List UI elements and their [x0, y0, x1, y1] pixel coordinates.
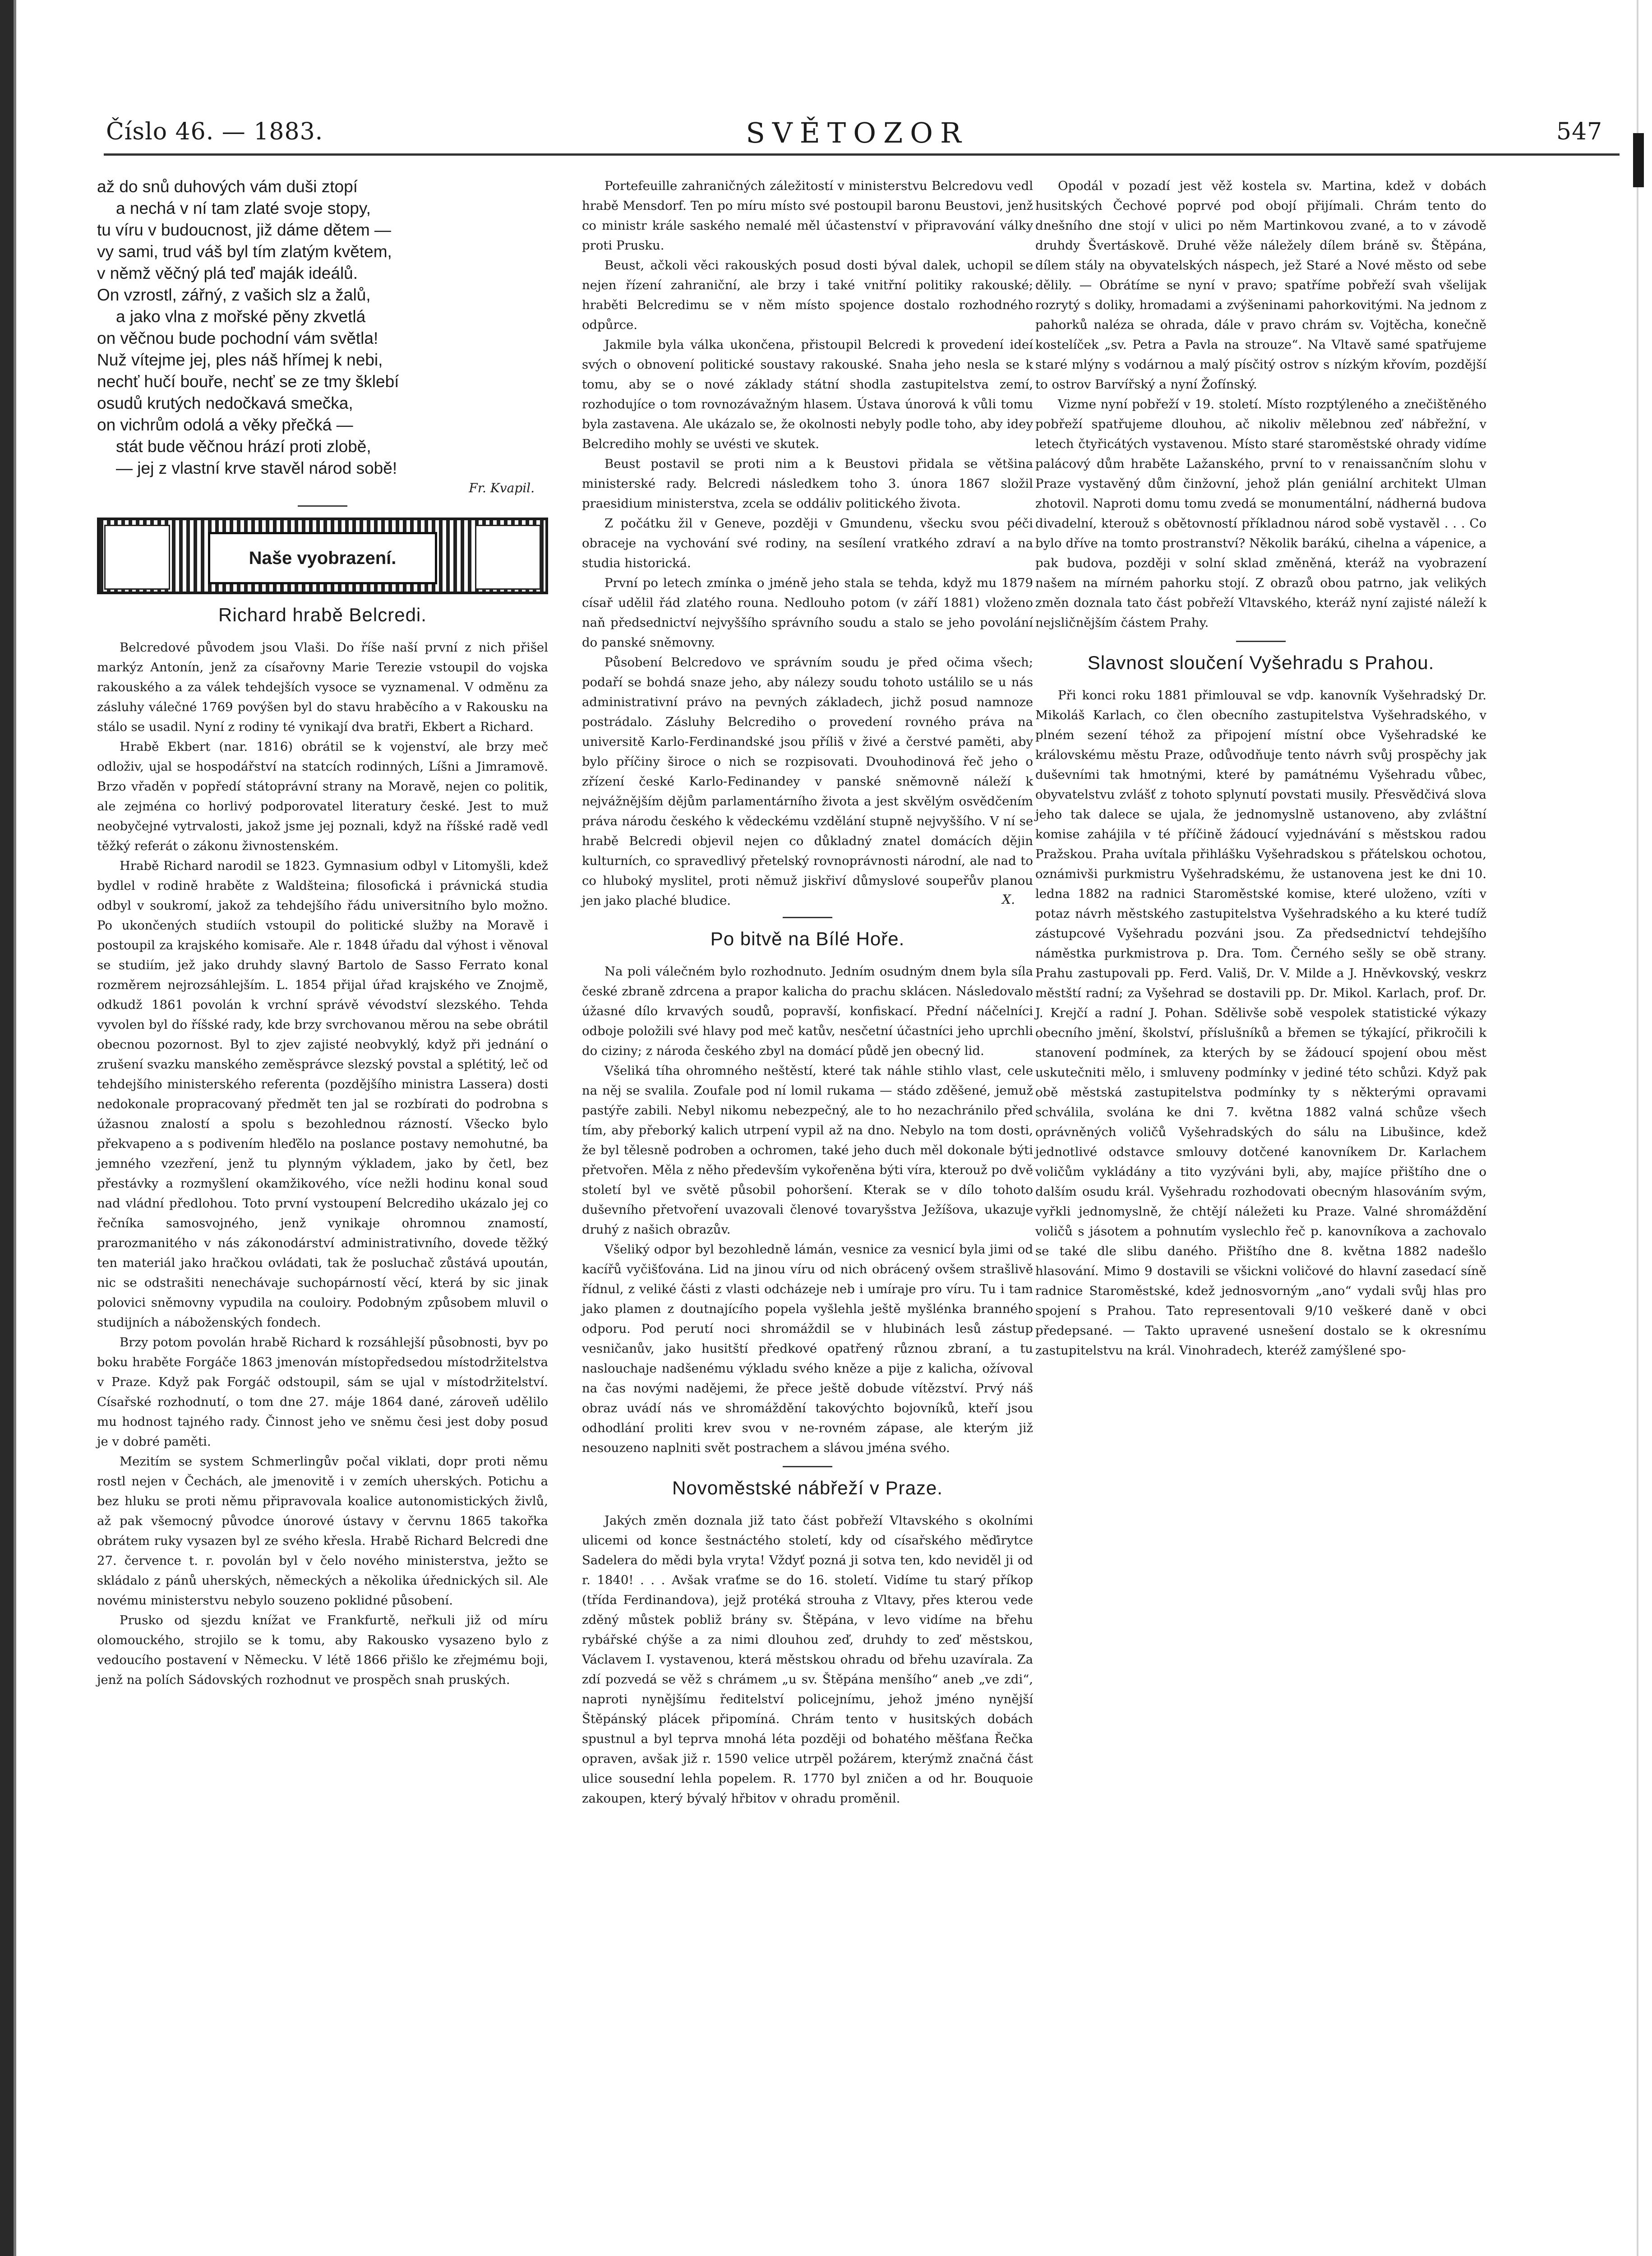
poem-line: tu víru v budoucnost, již dáme dětem — — [97, 221, 391, 239]
article-heading-belcredi: Richard hrabě Belcredi. — [218, 604, 427, 625]
paragraph: Beust postavil se proti nim a k Beustovi přidala se většina ministerské rady. Belcredi následkem toho 3. února 1867 složil praesidium ministerstva, zcela se oddáliv politického života. — [582, 457, 1033, 511]
poem-line: on věčnou bude pochodní vám světla! — [97, 329, 378, 347]
section-banner — [97, 518, 548, 594]
paragraph: Prusko od sjezdu knížat ve Frankfurtě, neřkuli již od míru olomouckého, strojilo se k tomu, aby Rakousko vysazeno bylo z vedoucího postavení v Německu. V létě 1866 přišlo ke zřejmému boji, jenž na polích Sádovských rozhodnut ve prospěch snah pruských. — [97, 1613, 548, 1687]
paragraph: Jakmile byla válka ukončena, přistoupil Belcredi k provedení ideí svých o obnovení politické soustavy rakouské. Snaha jeho nesla se k tomu, aby se o nové základy státní shodla zastupitelstva zemí, rozhodujíce o tom rovnozávažným hlasem. Ústava únorová k vůli tomu byla zastavena. Ale ukázalo se, že okolnosti nebyly podle toho, aby idey Belcrediho mohly se uvésti ve skutek. — [582, 337, 1033, 451]
paragraph: Opodál v pozadí jest věž kostela sv. Martina, kdež v dobách husitských Čechové poprvé pod obojí přijímali. Chrám tento do dnešního dne stojí v ulici po něm Martinkovou zvané, a to v závodě druhdy Švertáskově. Druhé věže náležely dílem bráně sv. Štěpána, dílem stály na obyvatelských náspech, jež Staré a Nové město od sebe dělily. — Obrátíme se nyní v pravo; spatříme pobřeží svah všelijak rozrytý s doliky, hromadami a zvýšeninami pahorkovitými. Na jednom z pahorků naléza se ohrada, dále v pravo chrám sv. Vojtěcha, konečně kostelíček „sv. Petra a Pavla na strouze“. Na Vltavě samé spatřujeme staré mlýny s vodárnou a malý písčitý ostrov s nízkým křovím, pozdější to ostrov Barvířský a nyní Žofínský. — [1035, 179, 1486, 392]
masthead-title: SVĚTOZOR — [746, 116, 969, 149]
paragraph: Na poli válečném bylo rozhodnuto. Jedním osudným dnem byla síla české zbraně zdrcena a prapor kalicha do prachu sklácen. Následovalo úžasné dílo krvavých soudů, popravší, konfiskací. Přední náčelníci odboje položili své hlavy pod meč katův, nesčetní účastníci jeho uprchli do ciziny; z národa českého zbyl na domácí půdě jen obecný lid. — [582, 964, 1033, 1058]
paragraph: Při konci roku 1881 přimlouval se vdp. kanovník Vyšehradský Dr. Mikoláš Karlach, co člen obecního zastupitelstva Vyšehradského, v plném sezení téhož za připojení místní obce Vyšehradské ke královskému městu Praze, odůvodňuje tento návrh svůj prospěchy jak duševními tak hmotnými, které by památnému Vyšehradu vůbec, obyvatelstvu zvlášť z tohoto splynutí povstati musily. Přesvědčivá slova jeho tak dalece se ujala, že jednomyslně ustanoveno, aby zvláštní komise zahájila v té příčině žádoucí vyjednávání s městskou radou Pražskou. Praha uvítala přihlášku Vyšehradskou s přátelskou ochotou, oznámivši purkmistru Vyšehradskému, že ustanovena jest ke dni 10. ledna 1882 na radnici Staroměstské komise, které uloženo, vzíti v potaz návrh městského zastupitelstva Vyšehradského a ku které tudíž zástupcové Vyšehradu pozváni jsou. Za předsednictví tehdejšího náměstka purkmistrova p. Dra. Tom. Černého sešly se obě strany. Prahu zastupovali pp. Ferd. Vališ, Dr. V. Milde a J. Hněvkovský, veskrz městští radní; za Vyšehrad se dostavili pp. Dr. Mikol. Karlach, prof. Dr. J. Krejčí a radní J. Pohan. Sdělivše sobě vespolek statistické výkazy obecního jmění, školství, příslušníků a břemen se týkající, přikročili k stanovení podmínek, za kterých by se žádoucí spojení obou měst uskutečniti mělo, i smluveny podmínky v jediné této schůzi. Když pak obě městská zastupitelstva podmínky ty s některými opravami schválila, svolána ke dni 7. května 1882 valná schůze všech oprávněných voličů Vyšehradských do sálu na Libušince, kdež jednotlivé odstavce smlouvy dotčené kanovníkem Dr. Karlachem voličům vykládány a tito vyzýváni byli, aby, majíce přištího dne o dalším osudu král. Vyšehradu rozhodovati obecným hlasováním svým, vyřkli jednomyslně, že chtějí náležeti ku Praze. Valné shromáždění voličů s jásotem a pohnutím vyslechlo řeč p. kanovníkova a zachovalo se také dle slibu daného. Přištího dne 8. května 1882 nadešlo hlasování. Mimo 9 dostavili se všickni voličové do hlavní zasedací síně radnice Staroměstské, kdež jednosvorným „ano“ vydali svůj hlas pro spojení s Prahou. Tato representovali 9/10 veškeré daně v obci předepsané. — Takto upravené usnešení dostalo se k okresnímu zastupitelstvu na král. Vinohradech, kteréž zamýšlené spo- — [1035, 688, 1486, 1358]
page-number: 547 — [1556, 118, 1603, 145]
paragraph: Belcredové původem jsou Vlaši. Do říše naší první z nich přišel markýz Antonín, jenž za císařovny Marie Terezie vstoupil do vojska rakouského a za válek tehdejších vysoce se vyznamenal. V odměnu za zásluhy válečné 1769 povýšen byl do stavu hraběcího a v Rakousku na stálo se usadil. Nyní z rodiny té vynikají dva bratři, Ekbert a Richard. — [97, 640, 548, 734]
section-divider — [783, 917, 832, 918]
paragraph: Hrabě Richard narodil se 1823. Gymnasium odbyl v Litomyšli, kdež bydlel v rodině hraběte z Waldšteina; filosofická i právnická studia odbyl v soukromí, jakož za tehdejšího řádu universitního bylo možno. Po ukončených studiích vstoupil do politické služby na Moravě i postoupil za krajského komisaře. Ale r. 1848 úřadu dal výhost i věnoval se studiím, jež jako druhdy slavný Bartolo de Sasso Ferrato konal rozměrem nejrozsáhlejším. L. 1854 přijal úřad krajského ve Znojmě, odkudž 1861 povolán k vrchní správě vévodství slezského. Tehda vyvolen byl do říšské rady, kde brzy svrchovanou měrou na sebe obrátil obecnou pozornost. Byl to zjev zajisté neobvyklý, když při jednání o zrušení svazku manského zeměsprávce slezský povstal a splétitý, leč od tehdejšího ministerského referenta (pozdějšího ministra Lassera) dosti nedokonale propracovaný předmět ten jal se rozbírati do podrobna s úžasnou znalostí a spolu s bezohlednou rázností. Všecko bylo překvapeno a s podivením hleďělo na poslance postavy nemohutné, ba jemného vzezření, jenž tu plynným výkladem, jako by četl, bez přestávky a rozmyšlení okamžikového, více nežli hodinu konal soud nad vládní předlohou. Toto první vystoupení Belcrediho ukázalo jej co řečníka samosvojného, jenž vynikaje ohromnou znamostí, prarozmanitého v nás zákonodárství administrativního, dovede těžký ten materiál jako hračkou ovládati, tak že posluchač zůstává upoután, nic se odstrašiti nenechávaje suchopárností věcí, která by sic jinak polovici sněmovny vypudila na couloiry. Podobným způsobem mluvil o studijních a náboženských fondech. — [97, 859, 548, 1330]
poem-line: vy sami, trud váš byl tím zlatým květem, — [97, 242, 392, 261]
header-rule — [104, 153, 1620, 156]
palmette-ornament-icon — [475, 525, 541, 590]
paragraph: Vizme nyní pobřeží v 19. století. Místo rozptýleného a znečištěného pobřeží spatřujeme dlouhou, ač nikoliv mělebnou zeď nábřežní, v letech čtyřicátých vystavenou. Místo staré staroměstské ohrady vidíme palácový dům hraběte Lažanského, první to v renaissančním slohu v Praze vystavěný dům činžovní, jehož plán geniální architekt Ulman zhotovil. Naproti domu tomu zvedá se monumentální, nádherná budova divadelní, kterouž s obětovností příkladnou národ sobě vystavěl . . . Co bylo dříve na tomto prostranství? Několik barákú, cihelna a vápenice, a pak budova, později v solní sklad změněná, kteráž na vyobrazení našem na mírném pahorku stojí. Z obrazů obou patrno, jak velikých změn doznala tato část pobřeží Vltavského, kteráž nyní zajisté náleží k nejsličnějším částem Prahy. — [1035, 397, 1486, 630]
column-middle — [582, 176, 1033, 1808]
poem-line: až do snů duhových vám duši ztopí — [97, 177, 358, 196]
paragraph: První po letech zmínka o jméně jeho stala se tehda, když mu 1879 císař udělil řád zlatého rouna. Nedlouho potom (v září 1881) vloženo naň předsednictví nejvyššího správního soudu a stalo se jeho povolání do panské sněmovny. — [582, 576, 1033, 650]
article-signature: X. — [1002, 892, 1015, 907]
page-binding-edge — [0, 0, 14, 2256]
paragraph: Jakých změn doznala již tato část pobřeží Vltavského s okolními ulicemi od konce šestnáctého století, kdy od císařského měďirytce Sadelera do mědi byla vryta! Vždyť pozná ji sotva ten, kdo neviděl ji od r. 1840! . . . Avšak vraťme se do 16. století. Vidíme tu starý příkop (třída Ferdinandova), jejž protéká strouha z Vltavy, přes kterou vede zděný můstek pobliž brány sv. Štěpána, v levo vidíme na břehu rybářské chýše a za nimi dlouhou zeď, druhdy to zeď městskou, Václavem I. vystavenou, která městskou ohradu od břehu uzavírala. Za zdí pozvedá se věž s chrámem „u sv. Štěpána menšího“ aneb „ve zdi“, naproti nynějšímu ředitelství policejnímu, jehož jméno nynější Štěpánský plácek připomíná. Chrám tento v husitských dobách spustnul a byl teprva mnohá léta později od bohatého měšťana Řečka opraven, avšak již r. 1590 velice utrpěl požárem, kterýmž značná část ulice sousední lehla popelem. R. 1770 byl zničen a od hr. Bouquoie zakoupen, který bývalý hřbitov v ohradu proměnil. — [582, 1513, 1033, 1806]
poem-author: Fr. Kvapil. — [469, 481, 535, 495]
poem-line: Nuž vítejme jej, ples náš hřímej k nebi, — [97, 351, 383, 369]
page-edge-rule — [14, 0, 16, 2256]
poem — [97, 176, 548, 497]
poem-line: a nechá v ní tam zlaté svoje stopy, — [116, 199, 371, 217]
paragraph: Portefeuille zahraničných záležitostí v ministerstvu Belcredovu vedl hrabě Mensdorf. Ten po míru místo své postoupil baronu Beustovi, jenž co ministr krále saského nemalé měl účastenství v připravování války proti Prusku. — [582, 179, 1033, 253]
paragraph: Hrabě Ekbert (nar. 1816) obrátil se k vojenství, ale brzy meč odloživ, ujal se hospodářství na statcích rodinných, Líšni a Jimramově. Brzo vřaděn v popředí státoprávní strany na Moravě, nejen co politik, ale zejména co horlivý podporovatel literatury české. Jest to muž neobyčejné vytrvalosti, jakož jsme jej poznali, když na říšské radě vedl těžký referát o zákonu živnostenském. — [97, 740, 548, 853]
section-divider — [298, 505, 347, 507]
page-right-margin — [1637, 0, 1652, 2256]
poem-line: nechť hučí bouře, nechť se ze tmy šklebí — [97, 372, 399, 391]
poem-line: — jej z vlastní krve stavěl národ sobě! — [116, 459, 397, 477]
paragraph: Brzy potom povolán hrabě Richard k rozsáhlejší působnosti, byv po boku hraběte Forgáče 1863 jmenován místopředsedou místodržitelstva v Praze. Když pak Forgáč odstoupil, sám se ujal v místodržitelství. Císařské rozhodnutí, o tom dne 27. máje 1864 dané, zároveň udělilo mu hodnost tajného rady. Činnost jeho ve sněmu česi jest doby posud je v dobré paměti. — [97, 1335, 548, 1449]
paragraph: Působení Belcredovo ve správním soudu je před očima všech; podaří se bohdá snaze jeho, aby nálezy soudu tohoto ustálilo se u nás administrativní právo na pevných základech, jichž posud namnoze postrádalo. Zásluhy Belcrediho o provedení rovného práva na universitě Karlo-Ferdinandské jsou příliš v živé a čerstvé paměti, aby bylo příčiny široce o nich se rozpisovati. Dvouhodinová řeč jeho o zřízení české Karlo-Fedinandey v panské sněmovně náleží k nejvážnějším dějům parlamentárního života a jest skvělým osvědčením práva národu českého k vědeckému vzdělání stupně nejvyššího. V ní se hrabě Belcredi objevil nejen co důkladný znatel domácích dějin kulturních, co spravedlivý přetelský rovnoprávnosti národní, ale nad to co hluboký myslitel, proti němuž jiskřiví důmyslové soupeřův planou jen jako plaché bludice. — [582, 655, 1033, 908]
poem-line: On vzrostl, zářný, z vašich slz a žalů, — [97, 286, 371, 304]
banner-label: Naše vyobrazení. — [249, 548, 397, 568]
article-heading-bila-hora: Po bitvě na Bílé Hoře. — [710, 928, 905, 949]
column-left — [97, 176, 548, 1690]
paragraph: Beust, ačkoli věci rakouských posud dosti býval dalek, uchopil se nejen řízení zahraniční, ale brzy i také vnitřní politiky rakouské; hraběti Belcredimu se v něm místo spojence dostalo rozhodného odpůrce. — [582, 258, 1033, 332]
section-divider — [783, 1466, 832, 1467]
article-heading-nabrezi: Novoměstské nábřeží v Praze. — [672, 1477, 943, 1498]
poem-line: stát bude věčnou hrází proti zlobě, — [116, 437, 371, 456]
poem-line: a jako vlna z mořské pěny zkvetlá — [116, 307, 366, 326]
column-right — [1035, 176, 1486, 1360]
paragraph: Všeliký odpor byl bezohledně lámán, vesnice za vesnicí byla jimi od kacířů vyčišťována. Lid na jinou víru od nich obrácený ovšem strašlivě řídnul, z veliké části z vlasti odcházeje neb i umíraje pro víru. Tu i tam jako plamen z doutnajícího popela vyšlehla ještě myšlénka branného odporu. Pod perutí noci shromáždil se v hlubinách lesů zástup vesničanův, jako husitští předkové opatřený různou zbraní, a tu naslouchaje nadšenému výkladu svého kněze a pije z kalicha, ožívoval na čas novými nadějemi, že přece ještě dobude vítězství. Prvý náš obraz uvádí nás ve shromáždění takovýchto bojovníků, kteří jsou odhodlání proliti krev svou v ne-rovném zápase, ale kterým již nesouzeno naplniti svět postrachem a slávou jména svého. — [582, 1242, 1033, 1455]
paragraph: Z počátku žil v Geneve, později v Gmundenu, všecku svou péči obraceje na vychování své rodiny, na sesílení vratkého zdraví a na studia historická. — [582, 516, 1033, 570]
poem-line: on vichrům odolá a věky přečká — — [97, 416, 353, 434]
article-heading-vysehrad: Slavnost sloučení Vyšehradu s Prahou. — [1087, 652, 1435, 673]
page-tab-marker — [1633, 133, 1644, 187]
poem-line: osudů krutých nedočkavá smečka, — [97, 394, 353, 412]
issue-number: Číslo 46. — 1883. — [106, 118, 323, 145]
section-divider — [1236, 641, 1286, 642]
paragraph: Všeliká tíha ohromného neštěstí, které tak náhle stihlo vlast, cele na něj se svalila. Zoufale pod ní lomil rukama — stádo zděšené, jemuž pastýře zabili. Nebyl nikomu nebezpečný, ale to ho nezachránilo před tím, aby přeborký kalich utrpení vypil až na dno. Nebylo na tom dosti, že byl tělesně podroben a ochromen, také jeho duch měl dokonale býti přetvořen. Měla z něho především vykořeněna býti víra, kterouž po dvě století byl ve světě působil pohoršení. Kterak se v dílo tohoto duševního přetvoření uvazovali členové tovaryšstva Ježíšova, ukazuje druhý z našich obrazův. — [582, 1063, 1033, 1237]
banner-label-box — [208, 532, 437, 584]
poem-line: v němž věčný plá teď maják ideálů. — [97, 264, 358, 282]
paragraph: Mezitím se system Schmerlingův počal viklati, dopr proti němu rostl nejen v Čechách, ale jmenovitě i v zemích uherských. Potichu a bez hluku se proti němu připravovala koalice autonomistických živlů, až pak všemocný původce únorové ústavy v červnu 1865 takořka obrátem ruky vysazen byl ze svého křesla. Hrabě Richard Belcredi dne 27. července t. r. povolán byl v čelo nového ministerstva, ježto se skládalo z pánů uherských, německých a několika úřednických sil. Ale novému ministerstvu nebylo souzeno poklidné působení. — [97, 1454, 548, 1608]
palmette-ornament-icon — [104, 525, 170, 590]
